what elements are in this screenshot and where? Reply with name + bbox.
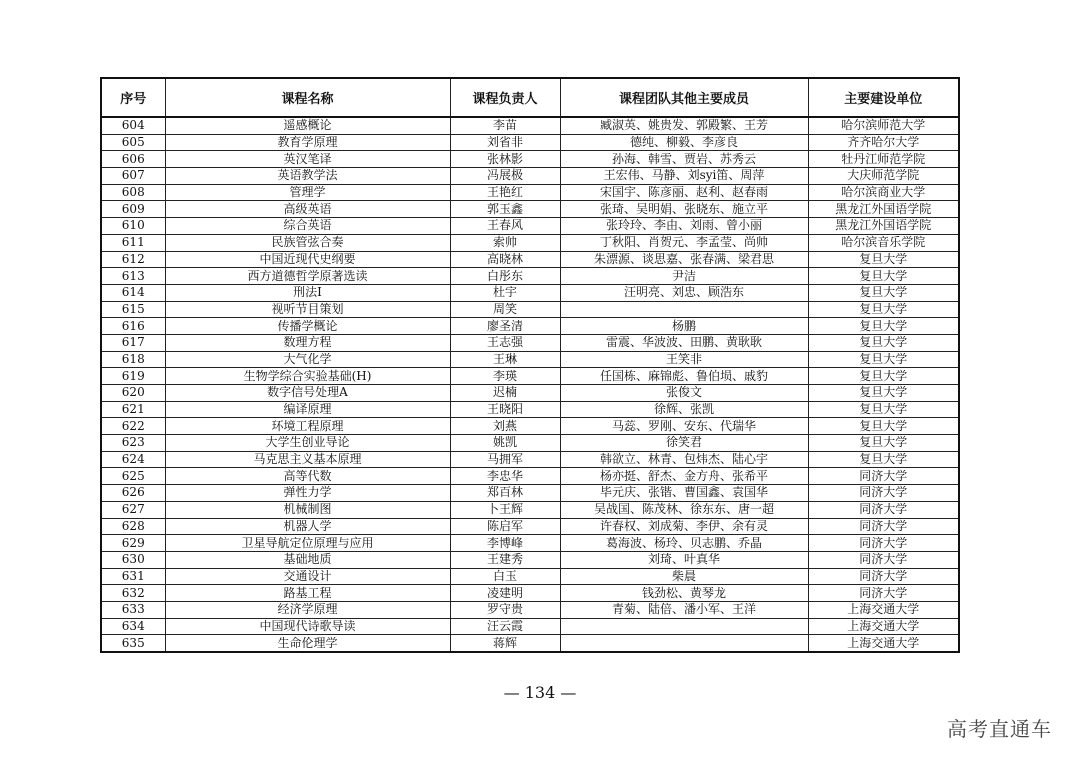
cell-course-name: 传播学概论 (165, 318, 450, 335)
cell-team-members (560, 618, 808, 635)
cell-index: 607 (101, 168, 165, 185)
table-row (101, 518, 959, 535)
cell-index: 630 (101, 551, 165, 568)
cell-index: 620 (101, 385, 165, 402)
cell-course-name: 英汉笔译 (165, 151, 450, 168)
cell-index: 634 (101, 618, 165, 635)
cell-institution: 复旦大学 (808, 385, 959, 402)
cell-institution: 复旦大学 (808, 334, 959, 351)
cell-institution: 复旦大学 (808, 401, 959, 418)
cell-team-members: 张俊文 (560, 385, 808, 402)
cell-course-lead: 王春风 (450, 218, 560, 235)
cell-institution: 同济大学 (808, 568, 959, 585)
table-row (101, 234, 959, 251)
cell-institution: 同济大学 (808, 485, 959, 502)
cell-course-name: 机器人学 (165, 518, 450, 535)
table-header-row (101, 78, 959, 117)
table-row (101, 618, 959, 635)
cell-index: 604 (101, 117, 165, 134)
cell-course-name: 刑法Ⅰ (165, 284, 450, 301)
cell-course-lead: 李博峰 (450, 535, 560, 552)
cell-index: 631 (101, 568, 165, 585)
header-course-lead: 课程负责人 (450, 78, 560, 117)
cell-course-lead: 马拥军 (450, 451, 560, 468)
cell-index: 610 (101, 218, 165, 235)
cell-team-members: 葛海波、杨玲、贝志鹏、乔晶 (560, 535, 808, 552)
cell-team-members: 钱劲松、黄琴龙 (560, 585, 808, 602)
table-row (101, 401, 959, 418)
cell-team-members: 任国栋、麻锦彪、鲁伯埙、戚豹 (560, 368, 808, 385)
header-index: 序号 (101, 78, 165, 117)
cell-team-members: 毕元庆、张锴、曹国鑫、袁国华 (560, 485, 808, 502)
table-row (101, 301, 959, 318)
cell-course-lead: 廖圣清 (450, 318, 560, 335)
cell-index: 623 (101, 435, 165, 452)
cell-team-members: 德纯、柳毅、李彦良 (560, 134, 808, 151)
cell-index: 621 (101, 401, 165, 418)
watermark-logo: 高考直通车 (947, 717, 1052, 741)
cell-course-name: 高级英语 (165, 201, 450, 218)
cell-course-name: 弹性力学 (165, 485, 450, 502)
cell-course-name: 综合英语 (165, 218, 450, 235)
table-row (101, 601, 959, 618)
table-row (101, 435, 959, 452)
cell-team-members (560, 635, 808, 652)
header-institution: 主要建设单位 (808, 78, 959, 117)
cell-team-members: 王笑非 (560, 351, 808, 368)
cell-course-name: 英语教学法 (165, 168, 450, 185)
cell-course-lead: 王艳红 (450, 184, 560, 201)
cell-course-name: 交通设计 (165, 568, 450, 585)
cell-institution: 同济大学 (808, 551, 959, 568)
cell-team-members: 韩欲立、林青、包炜杰、陆心宇 (560, 451, 808, 468)
cell-index: 618 (101, 351, 165, 368)
cell-institution: 哈尔滨商业大学 (808, 184, 959, 201)
cell-course-lead: 王晓阳 (450, 401, 560, 418)
cell-course-lead: 蒋辉 (450, 635, 560, 652)
cell-team-members: 许春权、刘成菊、李伊、余有灵 (560, 518, 808, 535)
cell-course-name: 马克思主义基本原理 (165, 451, 450, 468)
cell-course-lead: 张林影 (450, 151, 560, 168)
cell-index: 628 (101, 518, 165, 535)
table-row (101, 451, 959, 468)
cell-course-lead: 白玉 (450, 568, 560, 585)
cell-course-lead: 汪云霞 (450, 618, 560, 635)
cell-team-members: 王宏伟、马静、刘syi笛、周萍 (560, 168, 808, 185)
table-row (101, 134, 959, 151)
cell-institution: 哈尔滨音乐学院 (808, 234, 959, 251)
cell-institution: 复旦大学 (808, 351, 959, 368)
cell-team-members: 汪明亮、刘忠、顾浩东 (560, 284, 808, 301)
cell-course-lead: 迟楠 (450, 385, 560, 402)
cell-index: 629 (101, 535, 165, 552)
cell-course-lead: 郭玉鑫 (450, 201, 560, 218)
cell-team-members: 刘琦、叶真华 (560, 551, 808, 568)
table-row (101, 468, 959, 485)
cell-course-name: 教育学原理 (165, 134, 450, 151)
cell-team-members: 朱漂源、谈思嘉、张春满、梁君思 (560, 251, 808, 268)
table-row (101, 418, 959, 435)
cell-index: 632 (101, 585, 165, 602)
table-row (101, 334, 959, 351)
cell-course-name: 民族管弦合奏 (165, 234, 450, 251)
cell-index: 609 (101, 201, 165, 218)
table-row (101, 168, 959, 185)
cell-institution: 复旦大学 (808, 435, 959, 452)
cell-institution: 齐齐哈尔大学 (808, 134, 959, 151)
cell-team-members: 徐笑君 (560, 435, 808, 452)
cell-index: 619 (101, 368, 165, 385)
cell-course-name: 中国现代诗歌导读 (165, 618, 450, 635)
cell-institution: 复旦大学 (808, 251, 959, 268)
table-row (101, 635, 959, 652)
cell-team-members: 张琦、吴明娟、张晓东、施立平 (560, 201, 808, 218)
cell-institution: 上海交通大学 (808, 601, 959, 618)
cell-course-lead: 白彤东 (450, 268, 560, 285)
table-row (101, 501, 959, 518)
header-course-name: 课程名称 (165, 78, 450, 117)
cell-course-lead: 王建秀 (450, 551, 560, 568)
cell-course-lead: 冯展极 (450, 168, 560, 185)
cell-institution: 同济大学 (808, 585, 959, 602)
cell-course-name: 管理学 (165, 184, 450, 201)
cell-course-name: 卫星导航定位原理与应用 (165, 535, 450, 552)
cell-index: 633 (101, 601, 165, 618)
cell-team-members: 杨鹏 (560, 318, 808, 335)
cell-institution: 黑龙江外国语学院 (808, 218, 959, 235)
cell-course-name: 经济学原理 (165, 601, 450, 618)
cell-index: 611 (101, 234, 165, 251)
cell-institution: 复旦大学 (808, 268, 959, 285)
cell-institution: 大庆师范学院 (808, 168, 959, 185)
table-row (101, 535, 959, 552)
table-row (101, 551, 959, 568)
cell-institution: 上海交通大学 (808, 618, 959, 635)
table-row (101, 251, 959, 268)
table-row (101, 284, 959, 301)
cell-course-lead: 杜宇 (450, 284, 560, 301)
cell-team-members: 雷震、华波波、田鹏、黄耿耿 (560, 334, 808, 351)
cell-index: 627 (101, 501, 165, 518)
cell-course-name: 路基工程 (165, 585, 450, 602)
cell-index: 614 (101, 284, 165, 301)
cell-institution: 复旦大学 (808, 418, 959, 435)
cell-index: 626 (101, 485, 165, 502)
cell-course-name: 大气化学 (165, 351, 450, 368)
cell-institution: 复旦大学 (808, 284, 959, 301)
cell-course-name: 中国近现代史纲要 (165, 251, 450, 268)
cell-course-lead: 李忠华 (450, 468, 560, 485)
table-row (101, 585, 959, 602)
table-row (101, 218, 959, 235)
table-row (101, 117, 959, 134)
cell-institution: 复旦大学 (808, 301, 959, 318)
cell-course-name: 西方道德哲学原著选读 (165, 268, 450, 285)
table-row (101, 351, 959, 368)
cell-course-lead: 郑百林 (450, 485, 560, 502)
page-number: — 134 — (503, 683, 577, 702)
cell-course-lead: 陈启军 (450, 518, 560, 535)
cell-institution: 同济大学 (808, 535, 959, 552)
cell-index: 615 (101, 301, 165, 318)
cell-course-name: 高等代数 (165, 468, 450, 485)
table-row (101, 385, 959, 402)
cell-index: 616 (101, 318, 165, 335)
course-table (100, 77, 960, 653)
cell-index: 622 (101, 418, 165, 435)
cell-course-lead: 李瑛 (450, 368, 560, 385)
table-row (101, 568, 959, 585)
cell-course-lead: 周笑 (450, 301, 560, 318)
cell-institution: 复旦大学 (808, 368, 959, 385)
cell-index: 608 (101, 184, 165, 201)
table-row (101, 201, 959, 218)
cell-course-lead: 李苗 (450, 117, 560, 134)
table-row (101, 368, 959, 385)
cell-team-members: 尹洁 (560, 268, 808, 285)
cell-team-members: 张玲玲、李由、刘雨、曾小丽 (560, 218, 808, 235)
cell-team-members: 杨亦挺、舒杰、金方舟、张希平 (560, 468, 808, 485)
cell-course-lead: 卜王辉 (450, 501, 560, 518)
cell-course-lead: 高晓林 (450, 251, 560, 268)
cell-course-name: 基础地质 (165, 551, 450, 568)
cell-index: 605 (101, 134, 165, 151)
cell-institution: 同济大学 (808, 468, 959, 485)
cell-course-name: 大学生创业导论 (165, 435, 450, 452)
cell-index: 613 (101, 268, 165, 285)
cell-institution: 复旦大学 (808, 318, 959, 335)
cell-institution: 复旦大学 (808, 451, 959, 468)
cell-team-members: 宋国宇、陈彦丽、赵利、赵春雨 (560, 184, 808, 201)
cell-team-members: 徐辉、张凯 (560, 401, 808, 418)
table-row (101, 184, 959, 201)
cell-course-lead: 刘燕 (450, 418, 560, 435)
table-body (101, 117, 959, 652)
cell-team-members: 臧淑英、姚贵发、郭殿繁、王芳 (560, 117, 808, 134)
cell-course-lead: 刘省非 (450, 134, 560, 151)
cell-index: 624 (101, 451, 165, 468)
cell-course-name: 生命伦理学 (165, 635, 450, 652)
cell-index: 606 (101, 151, 165, 168)
table-row (101, 318, 959, 335)
cell-course-name: 环境工程原理 (165, 418, 450, 435)
cell-course-name: 视听节目策划 (165, 301, 450, 318)
cell-course-name: 编译原理 (165, 401, 450, 418)
cell-institution: 牡丹江师范学院 (808, 151, 959, 168)
cell-institution: 黑龙江外国语学院 (808, 201, 959, 218)
cell-course-lead: 姚凯 (450, 435, 560, 452)
cell-team-members: 吴战国、陈茂林、徐东东、唐一超 (560, 501, 808, 518)
cell-institution: 哈尔滨师范大学 (808, 117, 959, 134)
cell-course-lead: 索帅 (450, 234, 560, 251)
cell-course-name: 机械制图 (165, 501, 450, 518)
cell-course-lead: 王志强 (450, 334, 560, 351)
cell-institution: 同济大学 (808, 518, 959, 535)
cell-team-members: 青菊、陆倍、潘小军、王洋 (560, 601, 808, 618)
cell-institution: 上海交通大学 (808, 635, 959, 652)
cell-team-members (560, 301, 808, 318)
cell-course-lead: 罗守贵 (450, 601, 560, 618)
cell-course-lead: 王琳 (450, 351, 560, 368)
table-row (101, 268, 959, 285)
cell-institution: 同济大学 (808, 501, 959, 518)
cell-course-name: 遥感概论 (165, 117, 450, 134)
cell-course-name: 数理方程 (165, 334, 450, 351)
cell-team-members: 柴晨 (560, 568, 808, 585)
cell-course-lead: 凌建明 (450, 585, 560, 602)
cell-index: 617 (101, 334, 165, 351)
cell-team-members: 马蕊、罗刚、安东、代瑞华 (560, 418, 808, 435)
cell-index: 612 (101, 251, 165, 268)
cell-index: 625 (101, 468, 165, 485)
header-team-members: 课程团队其他主要成员 (560, 78, 808, 117)
table-row (101, 485, 959, 502)
cell-course-name: 数字信号处理A (165, 385, 450, 402)
cell-course-name: 生物学综合实验基础(H) (165, 368, 450, 385)
cell-team-members: 孙海、韩雪、贾岩、苏秀云 (560, 151, 808, 168)
table-row (101, 151, 959, 168)
cell-index: 635 (101, 635, 165, 652)
cell-team-members: 丁秋阳、肖贺元、李孟莹、尚帅 (560, 234, 808, 251)
